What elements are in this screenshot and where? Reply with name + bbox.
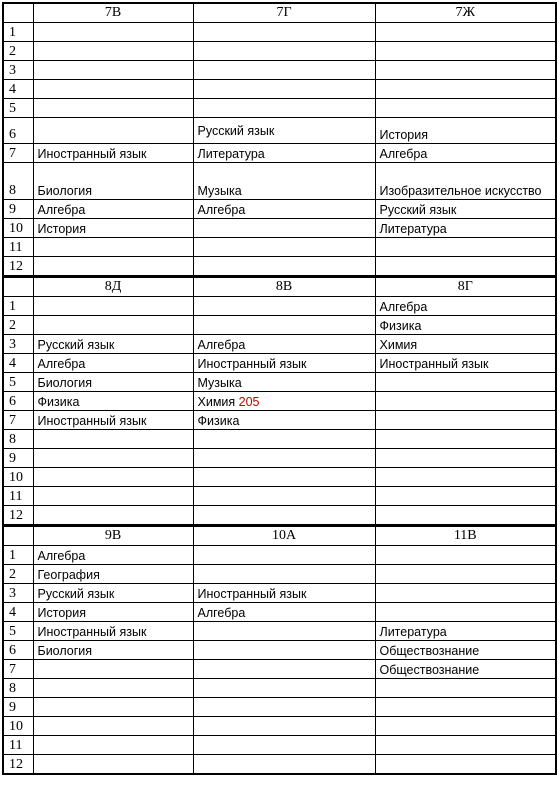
lesson-row bbox=[3, 118, 556, 144]
lesson-number: 6 bbox=[3, 392, 33, 411]
lesson-cell: Физика bbox=[193, 411, 375, 430]
lesson-row bbox=[3, 144, 556, 163]
lesson-cell: Алгебра bbox=[375, 144, 556, 163]
lesson-number: 10 bbox=[3, 717, 33, 736]
lesson-cell bbox=[375, 449, 556, 468]
lesson-cell bbox=[375, 565, 556, 584]
lesson-cell bbox=[193, 297, 375, 316]
lesson-number: 4 bbox=[3, 80, 33, 99]
lesson-cell: История bbox=[33, 603, 193, 622]
lesson-row bbox=[3, 565, 556, 584]
lesson-number: 6 bbox=[3, 641, 33, 660]
lesson-cell bbox=[33, 679, 193, 698]
lesson-row bbox=[3, 42, 556, 61]
lesson-number: 8 bbox=[3, 430, 33, 449]
lesson-cell: Иностранный язык bbox=[33, 144, 193, 163]
lesson-number: 1 bbox=[3, 23, 33, 42]
lesson-number: 10 bbox=[3, 468, 33, 487]
lesson-cell bbox=[33, 61, 193, 80]
lesson-cell bbox=[193, 42, 375, 61]
lesson-cell bbox=[33, 506, 193, 526]
lesson-cell bbox=[33, 118, 193, 144]
lesson-number: 12 bbox=[3, 506, 33, 526]
lesson-row bbox=[3, 411, 556, 430]
lesson-cell-with-room bbox=[193, 392, 375, 411]
lesson-cell bbox=[375, 736, 556, 755]
lesson-cell bbox=[193, 238, 375, 257]
lesson-cell bbox=[193, 641, 375, 660]
lesson-cell bbox=[193, 679, 375, 698]
lesson-number: 3 bbox=[3, 584, 33, 603]
class-header: 9В bbox=[33, 526, 193, 546]
lesson-cell bbox=[193, 316, 375, 335]
class-header: 10А bbox=[193, 526, 375, 546]
lesson-row bbox=[3, 698, 556, 717]
lesson-cell: Алгебра bbox=[193, 200, 375, 219]
lesson-cell bbox=[375, 468, 556, 487]
lesson-cell bbox=[33, 23, 193, 42]
lesson-row bbox=[3, 487, 556, 506]
lesson-cell bbox=[33, 316, 193, 335]
lesson-cell: Алгебра bbox=[33, 546, 193, 565]
lesson-cell: Алгебра bbox=[193, 603, 375, 622]
lesson-cell: Русский язык bbox=[375, 200, 556, 219]
corner-cell bbox=[3, 526, 33, 546]
lesson-row bbox=[3, 622, 556, 641]
lesson-number: 2 bbox=[3, 565, 33, 584]
lesson-cell: Иностранный язык bbox=[193, 584, 375, 603]
lesson-row bbox=[3, 468, 556, 487]
lesson-cell bbox=[375, 411, 556, 430]
lesson-number: 3 bbox=[3, 335, 33, 354]
lesson-cell: Биология bbox=[33, 641, 193, 660]
lesson-row bbox=[3, 660, 556, 679]
lesson-number: 11 bbox=[3, 238, 33, 257]
lesson-number: 1 bbox=[3, 297, 33, 316]
lesson-row bbox=[3, 61, 556, 80]
lesson-cell: Литература bbox=[375, 219, 556, 238]
lesson-row bbox=[3, 163, 556, 200]
lesson-cell bbox=[375, 546, 556, 565]
lesson-number: 9 bbox=[3, 698, 33, 717]
lesson-cell: Иностранный язык bbox=[33, 411, 193, 430]
lesson-number: 10 bbox=[3, 219, 33, 238]
lesson-cell bbox=[375, 257, 556, 277]
lesson-row bbox=[3, 430, 556, 449]
lesson-cell: Музыка bbox=[193, 163, 375, 200]
class-header: 7Ж bbox=[375, 3, 556, 23]
lesson-cell: Обществознание bbox=[375, 660, 556, 679]
lesson-row bbox=[3, 546, 556, 565]
lesson-cell: География bbox=[33, 565, 193, 584]
lesson-cell: Алгебра bbox=[193, 335, 375, 354]
lesson-row bbox=[3, 449, 556, 468]
lesson-cell bbox=[375, 584, 556, 603]
lesson-cell bbox=[193, 736, 375, 755]
lesson-cell: Биология bbox=[33, 163, 193, 200]
lesson-cell bbox=[33, 80, 193, 99]
lesson-number: 7 bbox=[3, 660, 33, 679]
lesson-number: 2 bbox=[3, 316, 33, 335]
lesson-cell: Иностранный язык bbox=[375, 354, 556, 373]
lesson-row bbox=[3, 755, 556, 775]
lesson-row bbox=[3, 238, 556, 257]
lesson-cell bbox=[33, 468, 193, 487]
lesson-cell bbox=[193, 80, 375, 99]
lesson-cell bbox=[193, 546, 375, 565]
lesson-row bbox=[3, 354, 556, 373]
lesson-row bbox=[3, 506, 556, 526]
lesson-cell: Биология bbox=[33, 373, 193, 392]
lesson-cell bbox=[33, 755, 193, 775]
lesson-number: 4 bbox=[3, 603, 33, 622]
lesson-cell: Иностранный язык bbox=[33, 622, 193, 641]
lesson-cell bbox=[193, 698, 375, 717]
lesson-cell bbox=[375, 42, 556, 61]
lesson-cell bbox=[33, 430, 193, 449]
lesson-number: 5 bbox=[3, 99, 33, 118]
lesson-cell bbox=[193, 257, 375, 277]
lesson-cell bbox=[193, 23, 375, 42]
lesson-cell bbox=[375, 755, 556, 775]
lesson-cell bbox=[375, 238, 556, 257]
class-header: 8В bbox=[193, 277, 375, 297]
lesson-cell: Алгебра bbox=[33, 354, 193, 373]
lesson-cell: Русский язык bbox=[33, 584, 193, 603]
lesson-row bbox=[3, 23, 556, 42]
lesson-number: 9 bbox=[3, 200, 33, 219]
class-header: 8Г bbox=[375, 277, 556, 297]
lesson-cell bbox=[33, 736, 193, 755]
block-3-header-row bbox=[3, 526, 556, 546]
lesson-cell: Музыка bbox=[193, 373, 375, 392]
lesson-cell bbox=[375, 717, 556, 736]
lesson-cell bbox=[193, 660, 375, 679]
lesson-number: 4 bbox=[3, 354, 33, 373]
lesson-cell: Литература bbox=[193, 144, 375, 163]
lesson-cell bbox=[193, 717, 375, 736]
lesson-cell bbox=[193, 622, 375, 641]
lesson-number: 2 bbox=[3, 42, 33, 61]
lesson-number: 11 bbox=[3, 487, 33, 506]
lesson-cell: Литература bbox=[375, 622, 556, 641]
lesson-number: 8 bbox=[3, 679, 33, 698]
lesson-number: 5 bbox=[3, 622, 33, 641]
lesson-cell: Физика bbox=[375, 316, 556, 335]
lesson-cell bbox=[375, 679, 556, 698]
lesson-row bbox=[3, 80, 556, 99]
lesson-row bbox=[3, 297, 556, 316]
lesson-cell bbox=[33, 297, 193, 316]
lesson-cell bbox=[33, 660, 193, 679]
lesson-row bbox=[3, 679, 556, 698]
lesson-row bbox=[3, 736, 556, 755]
lesson-cell bbox=[33, 717, 193, 736]
lesson-number: 6 bbox=[3, 118, 33, 144]
lesson-cell: Изобразительное искусство bbox=[375, 163, 556, 200]
lesson-row bbox=[3, 335, 556, 354]
lesson-cell bbox=[193, 565, 375, 584]
lesson-cell bbox=[375, 506, 556, 526]
lesson-cell bbox=[33, 238, 193, 257]
class-header: 7В bbox=[33, 3, 193, 23]
class-header: 7Г bbox=[193, 3, 375, 23]
lesson-cell bbox=[193, 219, 375, 238]
lesson-cell bbox=[193, 430, 375, 449]
lesson-cell bbox=[33, 257, 193, 277]
lesson-cell bbox=[375, 392, 556, 411]
lesson-cell bbox=[375, 373, 556, 392]
lesson-cell bbox=[193, 755, 375, 775]
lesson-number: 12 bbox=[3, 257, 33, 277]
class-header: 8Д bbox=[33, 277, 193, 297]
lesson-number: 8 bbox=[3, 163, 33, 200]
lesson-cell: Алгебра bbox=[33, 200, 193, 219]
lesson-row bbox=[3, 373, 556, 392]
schedule-sheet bbox=[2, 2, 555, 775]
lesson-cell bbox=[193, 506, 375, 526]
lesson-row bbox=[3, 257, 556, 277]
lesson-number: 9 bbox=[3, 449, 33, 468]
lesson-cell bbox=[375, 61, 556, 80]
lesson-row bbox=[3, 584, 556, 603]
lesson-row bbox=[3, 392, 556, 411]
lesson-cell bbox=[33, 487, 193, 506]
lesson-number: 7 bbox=[3, 144, 33, 163]
lesson-cell bbox=[375, 99, 556, 118]
lesson-number: 12 bbox=[3, 755, 33, 775]
lesson-cell bbox=[33, 42, 193, 61]
lesson-cell bbox=[375, 603, 556, 622]
lesson-cell: История bbox=[375, 118, 556, 144]
lesson-cell: Алгебра bbox=[375, 297, 556, 316]
lesson-row bbox=[3, 717, 556, 736]
lesson-cell: Физика bbox=[33, 392, 193, 411]
lesson-cell: История bbox=[33, 219, 193, 238]
schedule-table bbox=[2, 2, 557, 775]
lesson-cell bbox=[375, 698, 556, 717]
lesson-cell bbox=[375, 80, 556, 99]
corner-cell bbox=[3, 3, 33, 23]
lesson-cell: Иностранный язык bbox=[193, 354, 375, 373]
lesson-cell bbox=[33, 99, 193, 118]
lesson-cell bbox=[375, 23, 556, 42]
lesson-cell: Химия bbox=[375, 335, 556, 354]
lesson-number: 7 bbox=[3, 411, 33, 430]
lesson-number: 5 bbox=[3, 373, 33, 392]
lesson-cell bbox=[33, 449, 193, 468]
lesson-cell bbox=[193, 468, 375, 487]
corner-cell bbox=[3, 277, 33, 297]
lesson-cell bbox=[193, 61, 375, 80]
lesson-row bbox=[3, 603, 556, 622]
lesson-cell: Русский язык bbox=[33, 335, 193, 354]
room-number: 205 bbox=[238, 395, 260, 409]
lesson-number: 3 bbox=[3, 61, 33, 80]
lesson-number: 1 bbox=[3, 546, 33, 565]
lesson-cell: Обществознание bbox=[375, 641, 556, 660]
block-1-header-row bbox=[3, 3, 556, 23]
lesson-cell bbox=[375, 430, 556, 449]
lesson-row bbox=[3, 316, 556, 335]
lesson-row bbox=[3, 641, 556, 660]
class-header: 11В bbox=[375, 526, 556, 546]
lesson-cell bbox=[375, 487, 556, 506]
lesson-cell bbox=[193, 487, 375, 506]
lesson-number: 11 bbox=[3, 736, 33, 755]
block-2-header-row bbox=[3, 277, 556, 297]
lesson-row bbox=[3, 99, 556, 118]
lesson-cell bbox=[193, 99, 375, 118]
lesson-cell bbox=[33, 698, 193, 717]
subject-text: Химия bbox=[197, 395, 236, 409]
lesson-cell: Русский язык bbox=[193, 118, 375, 144]
lesson-cell bbox=[193, 449, 375, 468]
lesson-row bbox=[3, 219, 556, 238]
lesson-row bbox=[3, 200, 556, 219]
